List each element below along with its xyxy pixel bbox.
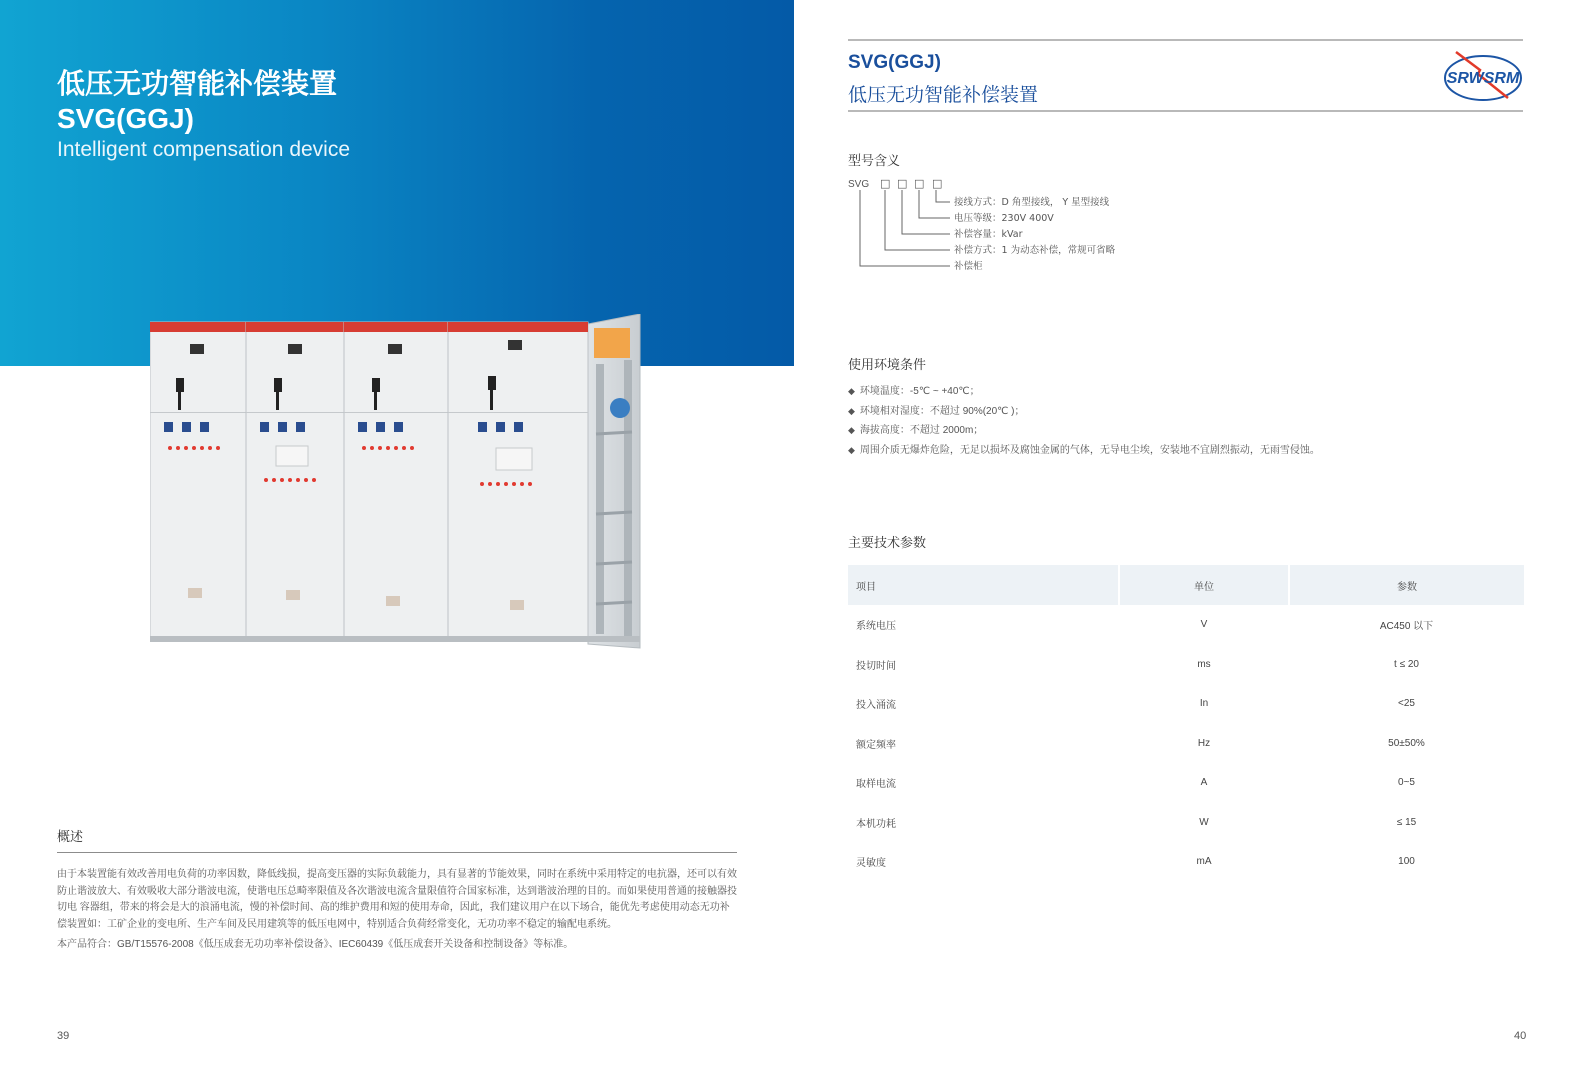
cell-item: 灵敏度	[856, 858, 886, 870]
env-section-title: 使用环境条件	[848, 357, 927, 372]
cell-value: t ≤ 20	[1394, 658, 1419, 670]
cell-unit: A	[1200, 777, 1208, 789]
product-title-cn: 低压无功智能补偿装置	[57, 68, 338, 99]
model-box-1: □	[880, 178, 891, 190]
cell-value: 50±50%	[1388, 737, 1425, 749]
cell-item: 投入涌流	[856, 700, 896, 712]
cabinet-product-image	[150, 314, 650, 654]
model-item-cabinet: 补偿柜	[954, 261, 983, 272]
env-altitude: 海拔高度：不超过 2000m；	[859, 425, 984, 437]
cell-item: 系统电压	[856, 621, 896, 633]
cell-value: AC450 以下	[1379, 621, 1434, 633]
model-section-title: 型号含义	[848, 153, 901, 168]
col-header-unit: 单位	[1119, 565, 1289, 605]
blue-cable-coil	[610, 398, 630, 418]
list-item	[848, 421, 1320, 441]
model-item-mode: 补偿方式：1 为动态补偿，常规可省略	[954, 245, 1116, 256]
model-box-4: □	[932, 178, 943, 190]
env-humidity: 环境相对湿度：不超过 90%(20℃ )；	[859, 405, 1025, 417]
table-row	[848, 842, 1524, 882]
product-title-en: SVG(GGJ)	[57, 103, 194, 134]
logo-wordmark: SRWSRM	[1446, 70, 1520, 87]
overview-body	[57, 867, 739, 954]
cell-value: ≤ 15	[1396, 816, 1417, 828]
table-row	[848, 645, 1524, 685]
diamond-bullet-icon: ◆	[848, 386, 855, 396]
cell-value: <25	[1398, 698, 1415, 710]
cell-item: 投切时间	[856, 660, 896, 672]
col-header-value: 参数	[1289, 565, 1524, 605]
cell-unit: In	[1199, 698, 1209, 710]
col-header-item: 项目	[848, 565, 1119, 605]
table-row	[848, 605, 1524, 645]
cell-value: 0~5	[1398, 777, 1415, 789]
cell-unit: V	[1200, 619, 1208, 631]
header-rule-top	[848, 39, 1523, 41]
cell-unit: Hz	[1197, 737, 1211, 749]
model-item-capacity: 补偿容量：kVar	[954, 229, 1023, 240]
model-prefix: SVG	[848, 179, 870, 190]
model-box-3: □	[914, 178, 925, 190]
cell-item: 取样电流	[856, 779, 896, 791]
list-item	[848, 382, 1320, 402]
model-item-voltage: 电压等级：230V 400V	[954, 213, 1054, 224]
side-label-panel	[594, 328, 630, 358]
list-item	[848, 441, 1320, 461]
cell-unit: W	[1199, 816, 1209, 828]
diamond-bullet-icon: ◆	[848, 425, 855, 436]
page-number-left: 39	[57, 1030, 70, 1042]
diamond-bullet-icon: ◆	[848, 444, 855, 455]
table-header-row	[848, 565, 1524, 605]
params-section-title: 主要技术参数	[848, 535, 927, 550]
table-row	[848, 803, 1524, 843]
page-number-right: 40	[1514, 1030, 1527, 1042]
overview-standards-note: 本产品符合：GB/T15576-2008《低压成套无功功率补偿设备》、IEC60439《低压成套开关设备和控制设备》等标准。	[57, 939, 574, 950]
list-item	[848, 402, 1320, 422]
cell-value: 100	[1398, 856, 1415, 868]
overview-heading: 概述	[57, 829, 84, 844]
overview-paragraph: 由于本装置能有效改善用电负荷的功率因数，降低线损，提高变压器的实际负载能力，具有显著的节能效果，同时在系统中采用特定的电抗器，还可以有效防止谐波放大、有效吸收大部分谐波电流，使谐电压总畸率限值及各次谐波电流含量限值符合国家标准，达到谐波治理的目的。而如果使用普通的接触器投切电 容器组，带来的将会是大的浪涌电流，慢的补偿时间、高的维护费用和短的使用寿命，因此，我们建议用户在以下场合，能优先考虑使用动态无功补偿装置如：工矿企业的变电所、生产车间及民用建筑等的低压电网中，特别适合负荷经常变化，无功功率不稳定的输配电系统。	[57, 869, 737, 930]
diamond-bullet-icon: ◆	[848, 405, 855, 416]
header-banner	[0, 0, 794, 366]
model-code-diagram	[848, 178, 1188, 280]
overview-divider	[57, 852, 737, 853]
company-logo	[1442, 48, 1524, 104]
table-row	[848, 724, 1524, 764]
table-row	[848, 684, 1524, 724]
params-table	[848, 565, 1524, 882]
cell-unit: ms	[1197, 658, 1211, 670]
cell-item: 本机功耗	[856, 818, 896, 830]
switchgear-cabinet-illustration	[150, 314, 650, 654]
cell-item: 额定频率	[856, 739, 896, 751]
env-temperature: 环境温度：-5℃ ~ +40℃；	[859, 386, 980, 397]
product-subtitle: Intelligent compensation device	[57, 138, 351, 161]
right-title-en: SVG(GGJ)	[848, 52, 941, 73]
env-medium: 周围介质无爆炸危险，无足以损坏及腐蚀金属的气体，无导电尘埃，安装地不宜剧烈振动，无雨雪侵蚀。	[859, 444, 1320, 456]
model-item-wiring: 接线方式：D 角型接线， Y 星型接线	[954, 197, 1110, 208]
header-rule-bottom	[848, 110, 1523, 112]
env-conditions-list	[848, 382, 1320, 460]
right-title-cn: 低压无功智能补偿装置	[848, 85, 1039, 106]
model-box-2: □	[897, 178, 908, 190]
table-row	[848, 763, 1524, 803]
cell-unit: mA	[1196, 856, 1212, 868]
